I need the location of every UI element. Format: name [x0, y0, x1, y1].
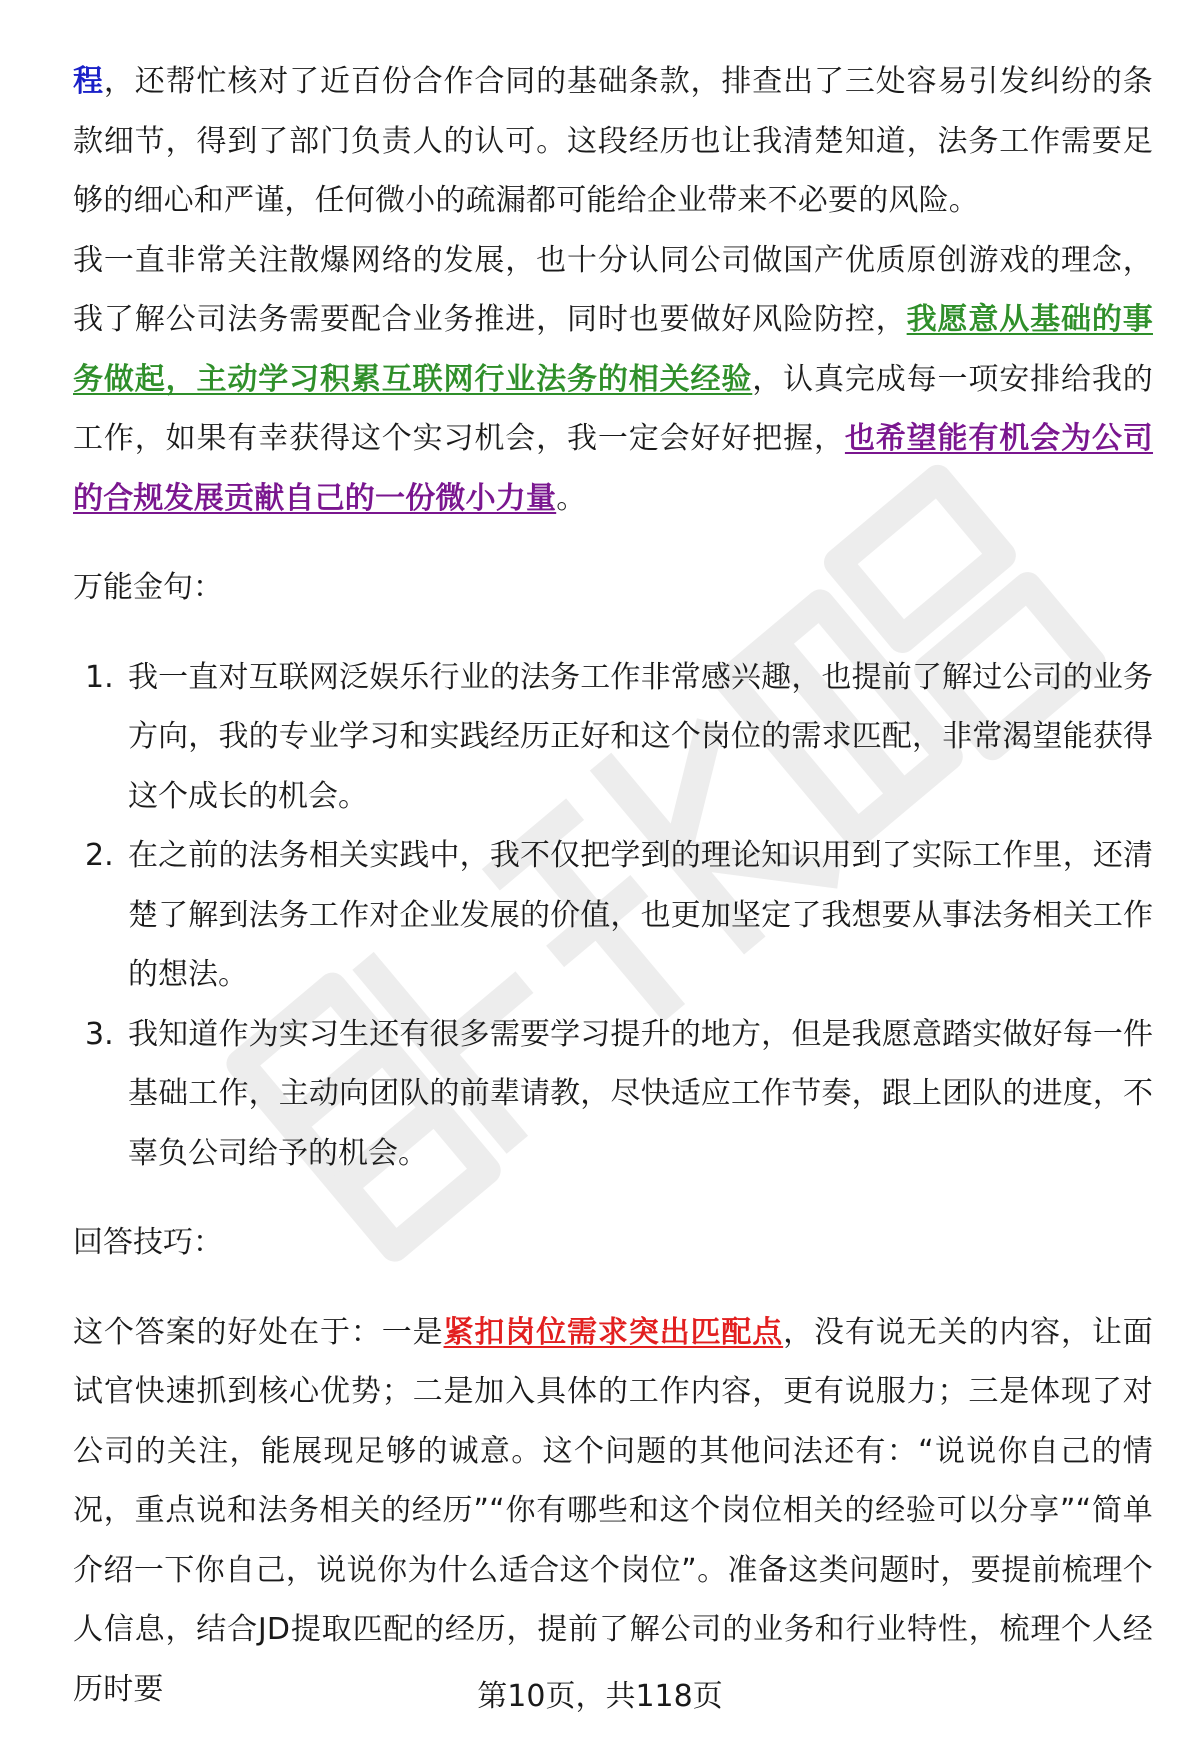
highlight-green-text: 我愿意从基础的事务做起，主动学习积累互联网行业法务的相关经验	[73, 302, 1153, 397]
section-title-answer-tips: 回答技巧：	[73, 1225, 223, 1260]
paragraph-text: 这个答案的好处在于：一是	[73, 1314, 444, 1350]
paragraph-internship-experience	[73, 52, 1153, 231]
document-body	[73, 52, 1153, 1719]
highlight-blue-text: 程	[73, 64, 104, 99]
list-item-number: 1.	[85, 659, 114, 695]
paragraph-text: ，还帮忙核对了近百份合作合同的基础条款，排查出了三处容易引发纠纷的条款细节，得到了部门负责人的认可。这段经历也让我清楚知道，法务工作需要足够的细心和严谨，任何微小的疏漏都可能给企业带来不必要的风险。	[73, 64, 1153, 218]
paragraph-answer-tips	[73, 1303, 1153, 1720]
list-item-number: 2.	[85, 838, 114, 873]
spacer	[73, 1183, 1153, 1213]
spacer	[73, 618, 1153, 648]
page-number-label: 第10页，共118页	[477, 1679, 723, 1714]
list-item	[73, 826, 1153, 1005]
paragraph-company-motivation	[73, 231, 1153, 529]
paragraph-text: ，没有说无关的内容，让面试官快速抓到核心优势；二是加入具体的工作内容，更有说服力；三是体现了对公司的关注，能展现足够的诚意。这个问题的其他问法还有：“说说你自己的情况，重点说和法务相关的经历”“你有哪些和这个岗位相关的经验可以分享”“简单介绍一下你自己，说说你为什么适合这个岗位”。准备这类问题时，要提前梳理个人信息，结合JD提取匹配的经历，提前了解公司的业务和行业特性，梳理个人经历时要	[73, 1314, 1153, 1707]
spacer	[73, 528, 1153, 558]
section-title-golden-sentences: 万能金句：	[73, 570, 223, 605]
list-item-text: 在之前的法务相关实践中，我不仅把学到的理论知识用到了实际工作里，还清楚了解到法务工作对企业发展的价值，也更加坚定了我想要从事法务相关工作的想法。	[128, 838, 1153, 992]
paragraph-text: 我一直非常关注散爆网络的发展，也十分认同公司做国产优质原创游戏的理念，我了解公司法务需要配合业务推进，同时也要做好风险防控，	[73, 242, 1153, 337]
paragraph-text: 。	[556, 480, 587, 516]
list-item-number: 3.	[85, 1016, 114, 1052]
golden-sentence-list	[73, 648, 1153, 1184]
paragraph-text: ，认真完成每一项安排给我的工作，如果有幸获得这个实习机会，我一定会好好把握，	[73, 361, 1153, 456]
page-footer	[0, 1672, 1200, 1722]
spacer	[73, 1273, 1153, 1303]
highlight-purple-text: 也希望能有机会为公司的合规发展贡献自己的一份微小力量	[73, 421, 1154, 516]
highlight-red-text: 紧扣岗位需求突出匹配点	[443, 1314, 784, 1350]
list-item-text: 我一直对互联网泛娱乐行业的法务工作非常感兴趣，也提前了解过公司的业务方向，我的专业学习和实践经历正好和这个岗位的需求匹配，非常渴望能获得这个成长的机会。	[128, 659, 1153, 814]
list-item	[73, 648, 1153, 827]
list-item	[73, 1005, 1153, 1184]
list-item-text: 我知道作为实习生还有很多需要学习提升的地方，但是我愿意踏实做好每一件基础工作，主动向团队的前辈请教，尽快适应工作节奏，跟上团队的进度，不辜负公司给予的机会。	[128, 1016, 1153, 1171]
